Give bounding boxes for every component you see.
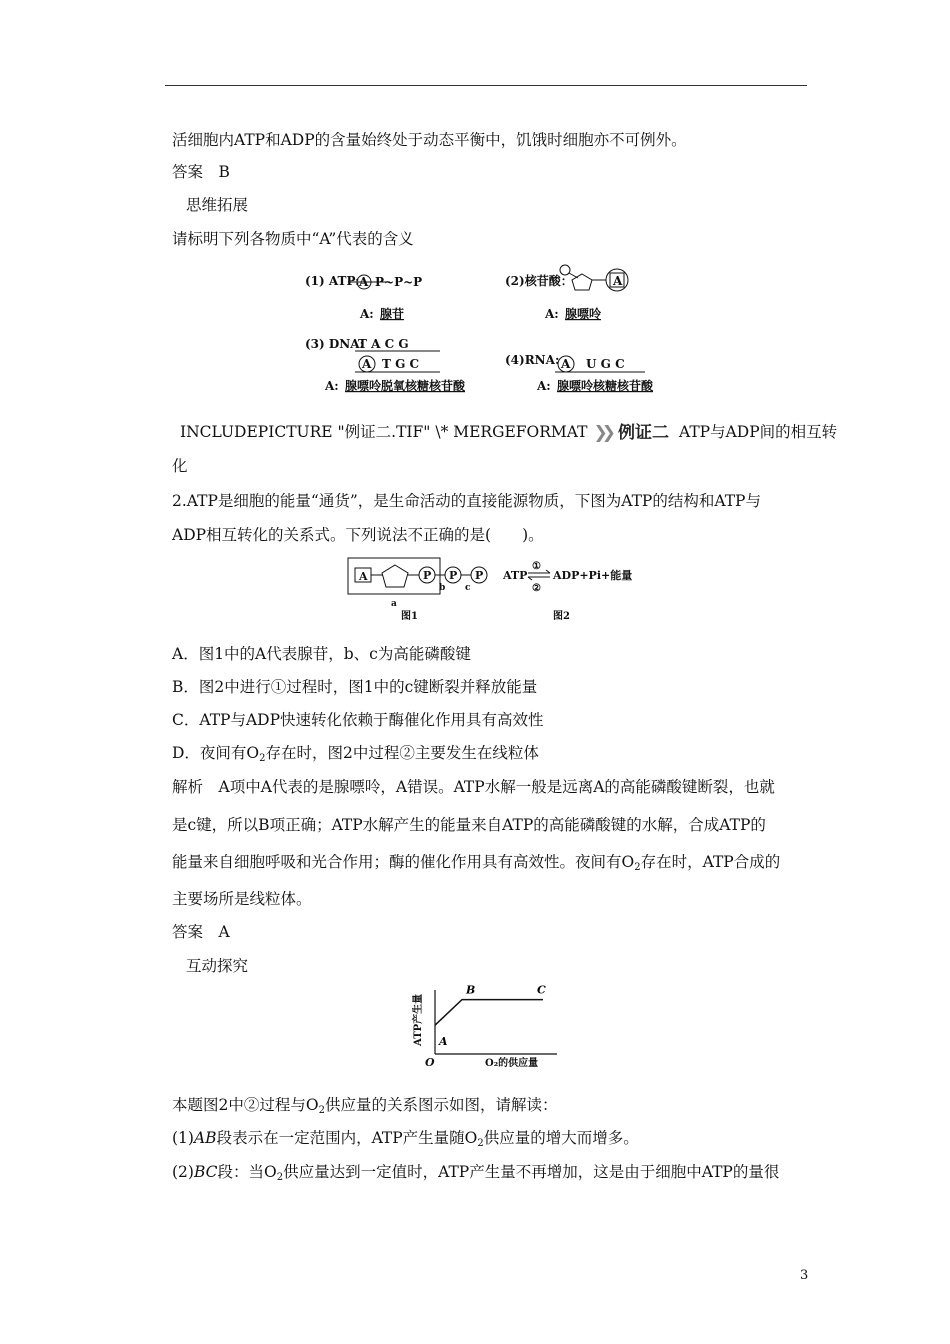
option-d: D．夜间有$O_2$存在时，图2中过程②主要发生在线粒体 [172,744,539,764]
atp-answer-prefix: A: [360,307,374,321]
example-banner: ❯❯ 例证二 [593,423,669,443]
atp-label: (1) ATP: [305,274,360,288]
dna-bottom: T G C [382,357,420,371]
atp-answer: 腺苷 [380,307,405,321]
fig1-p3: P [475,569,484,582]
explanation-line-4: 主要场所是线粒体。 [172,890,312,908]
fig1-label-c: c [465,583,471,593]
x-axis-label: O₂的供应量 [485,1058,539,1069]
rna-answer-prefix: A: [537,379,551,393]
y-axis-label: ATP产生量 [413,993,424,1046]
point-label-c: C [537,983,546,997]
fig1-caption: 图1 [401,611,418,622]
include-line [180,422,837,443]
topic-text: ATP与ADP间的相互转 [679,423,838,441]
explanation-line-1: 解析 A项中A代表的是腺嘌呤，A错误。ATP水解一般是远离A的高能磷酸键断裂，也就 [172,778,775,796]
answer-line: 答案 A [172,923,230,941]
atp-chain: P~P~P [375,275,423,289]
fig2-caption: 图2 [553,611,570,622]
point-label-b: B [466,983,476,997]
fig1-p2: P [449,569,458,582]
fig1-a: A [359,570,368,583]
fig2-step2: ② [532,583,541,594]
answer-line: 答案 B [172,163,230,181]
nuc-answer-prefix: A: [545,307,559,321]
bc-segment-text: (2)BC段：当$O_2$供应量达到一定值时，ATP产生量不再增加，这是由于细胞中ATP的量很 [172,1163,780,1183]
interaction-question: 本题图2中②过程与$O_2$供应量的关系图示如图，请解读： [172,1096,558,1116]
series-line [435,1000,543,1026]
origin-label: O [425,1056,435,1069]
dna-a: A [362,357,372,371]
atp-a-circle: A [359,275,369,289]
rna-answer: 腺嘌呤核糖核苷酸 [557,379,654,393]
text-line: 活细胞内ATP和ADP的含量始终处于动态平衡中，饥饿时细胞亦不可例外。 [172,131,687,149]
header-rule [165,85,807,86]
nuc-answer: 腺嘌呤 [565,307,602,321]
dna-label: (3) DNA: [305,337,364,351]
question-text: 请标明下列各物质中“A”代表的含义 [172,230,414,248]
chevron-icon: ❯❯ [593,423,610,443]
dna-top: T A C G [358,337,409,351]
topic-continued: 化 [172,457,188,475]
point-label-a: A [439,1035,448,1049]
a-meaning-figure [300,260,680,400]
ab-segment-text: (1)AB段表示在一定范围内，ATP产生量随$O_2$供应量的增大而增多。 [172,1129,639,1149]
rna-bottom: U G C [586,357,625,371]
atp-o2-chart [405,982,575,1070]
fig1-label-a: a [391,599,397,609]
option-c: C．ATP与ADP快速转化依赖于酶催化作用具有高效性 [172,711,544,729]
page-number: 3 [800,1268,809,1283]
question-2-line-2: ADP相互转化的关系式。下列说法不正确的是( )。 [172,526,544,544]
section-title: 思维拓展 [186,196,249,214]
dna-answer: 腺嘌呤脱氧核糖核苷酸 [345,379,466,393]
dna-answer-prefix: A: [325,379,339,393]
explanation-line-2: 是c键，所以B项正确；ATP水解产生的能量来自ATP的高能磷酸键的水解，合成ATP的 [172,816,766,834]
fig2-products: ADP+Pi+能量 [553,569,633,582]
option-b: B．图2中进行①过程时，图1中的c键断裂并释放能量 [172,678,538,696]
fig1-p1: P [423,569,432,582]
rna-label: (4)RNA: [505,353,560,367]
nuc-a: A [613,274,623,288]
explanation-line-3: 能量来自细胞呼吸和光合作用；酶的催化作用具有高效性。夜间有$O_2$存在时，ATP合成的 [172,853,781,873]
question-2-line-1: 2.ATP是细胞的能量“通货”，是生命活动的直接能源物质，下图为ATP的结构和ATP与 [172,492,761,510]
section-title: 互动探究 [186,957,249,975]
fig2-step1: ① [532,561,541,572]
fig1-label-b: b [439,583,446,593]
option-a: A．图1中的A代表腺苷，b、c为高能磷酸键 [172,645,471,663]
nuc-label: (2)核苷酸： [505,274,573,288]
atp-structure-figure [345,555,635,625]
rna-a: A [561,357,571,371]
include-field: INCLUDEPICTURE "例证二.TIF" \* MERGEFORMAT [180,423,588,441]
fig2-atp: ATP [503,569,528,582]
